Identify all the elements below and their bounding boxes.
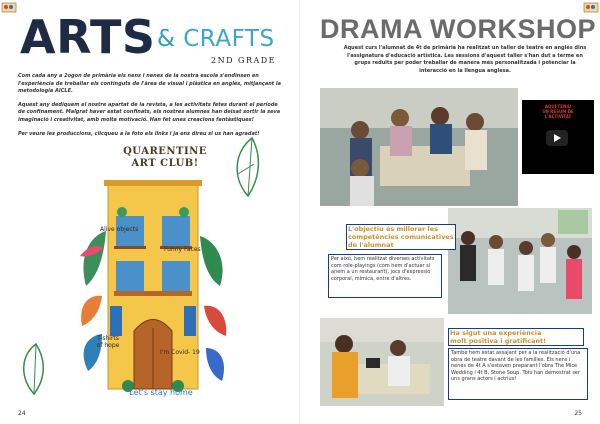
- poster-title-line: QUARENTINE: [123, 146, 207, 157]
- page-number-left: 24: [18, 410, 26, 417]
- poster-label-alive[interactable]: Alive objects: [100, 226, 139, 233]
- drama-intro-text: Aquest curs l'alumnat de 4t de primària ha realitzat un taller de teatre en anglès dins l'assignatura d'educació artística. Les sessions d'aquest taller s'han dut a terme en grups reduïts per poder treballar de manera més personalitzada i potenciar la interacció en la llengua anglesa.: [343, 45, 587, 74]
- heading-line: de l'alumnat: [348, 241, 394, 249]
- crafts-word: CRAFTS: [183, 26, 275, 52]
- video-caption-line: AQUÍ TENIU: [544, 104, 572, 109]
- crafts-title: [157, 26, 275, 52]
- heading-line: Ha sigut una experiència: [450, 329, 542, 337]
- classroom-photo-desk[interactable]: [320, 318, 444, 406]
- intro-paragraph: Per veure les produccions, clicqueu a la foto els links i ja ens direu si us han agradat!: [18, 130, 260, 137]
- experience-heading: [448, 328, 584, 346]
- rehearsal-text: També hem estat assajant per a la realització d'una obra de teatre davant de les famílies. Els nens i nenes de 4t A s'estaven preparant l'obra The Mice Wedding i 4t B, Stone Soup. Tots han demostrat ser uns grans actors i actrius!: [448, 348, 588, 400]
- heading-line: competències comunicatives: [348, 233, 454, 241]
- objective-heading: [346, 224, 456, 250]
- heading-line: L'objectiu és millorar les: [348, 225, 438, 233]
- grade-label: 2ND GRADE: [211, 56, 276, 65]
- heading-line: molt positiva i gratificant!: [450, 337, 547, 345]
- poster-title-line: ART CLUB!: [131, 158, 199, 169]
- leaf-decoration-icon: [80, 231, 106, 371]
- poster-title: [105, 146, 225, 170]
- play-icon[interactable]: [546, 130, 568, 146]
- leaf-decoration-icon: [16, 340, 52, 396]
- video-caption-line: L'ACTIVITAT: [544, 114, 572, 119]
- right-page: [300, 0, 600, 424]
- video-caption: [526, 104, 590, 119]
- stay-home-label: Let's stay home: [129, 388, 193, 397]
- leaf-decoration-icon: [228, 134, 268, 198]
- drama-title: DRAMA WORKSHOP: [320, 14, 596, 44]
- school-logo-icon: [1, 1, 17, 13]
- poster-label-covid[interactable]: I'm Covid- 19: [160, 349, 200, 356]
- classroom-photo-table[interactable]: [320, 88, 518, 206]
- poster-label-line: T-shirts: [97, 335, 119, 342]
- intro-paragraph: Aquest any dediquem el nostre apartat de la revista, a les activitats fetes durant el període de confinament. Malgrat haver estat confinats, els nostres alumnes han deixat sortir la seva imaginació i creativitat, amb molta motivació. Han fet unes creacions fantàstiques!: [18, 101, 281, 123]
- arts-title: ARTS: [20, 10, 156, 64]
- poster-label-funny[interactable]: Funny Faces: [164, 246, 201, 253]
- school-logo-icon: [583, 1, 599, 13]
- quarantine-art-club-poster[interactable]: [78, 136, 228, 406]
- crafts-ampersand: &: [157, 26, 176, 52]
- video-caption-line: UN RESUM DE: [542, 109, 574, 114]
- activities-text: Per això, hem realitzat diverses activitats com role-playings (com hem d'actuar si anem a un restaurant), jocs d'expressió corporal, mímica, entre d'altres.: [328, 254, 442, 298]
- poster-label-tshirts[interactable]: [93, 335, 123, 349]
- poster-label-line: of hope: [96, 342, 120, 349]
- classroom-photo-group[interactable]: [448, 208, 592, 314]
- summary-video[interactable]: [522, 100, 594, 174]
- page-number-right: 25: [574, 410, 582, 417]
- intro-paragraph: Com cada any a 2ogon de primària els nens i nenes de la nostra escola s'endinsen en l'experiència de treballar els continguts de l'àrea de visual i plàstica en anglès, mitjançant la metodologia AICLE.: [18, 73, 281, 95]
